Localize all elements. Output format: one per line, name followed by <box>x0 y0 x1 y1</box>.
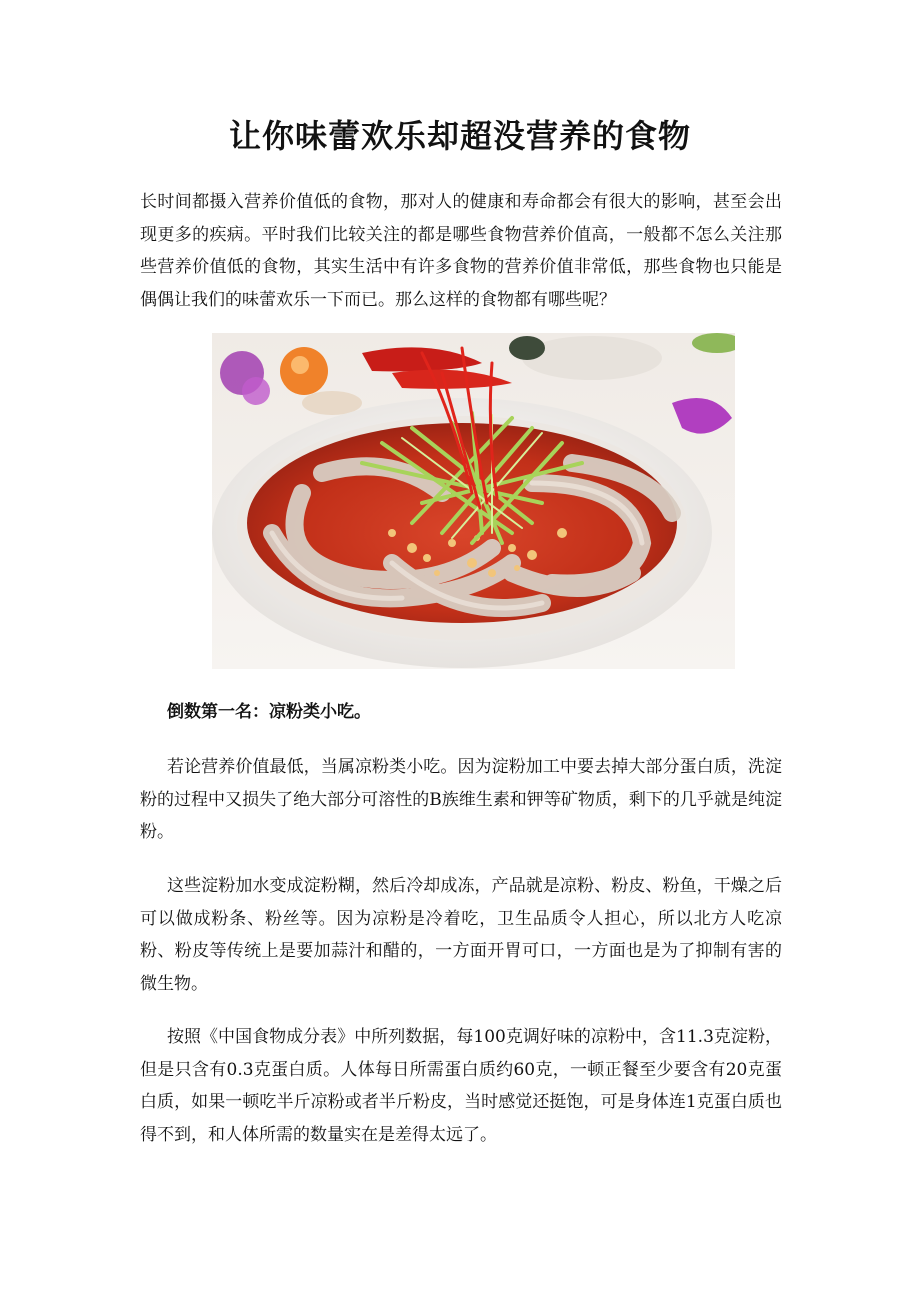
document-title: 让你味蕾欢乐却超没营养的食物 <box>228 117 691 155</box>
body-paragraph-3: 按照《中国食物成分表》中所列数据，每100克调好味的凉粉中，含11.3克淀粉，但是只含有0.3克蛋白质。人体每日所需蛋白质约60克，一顿正餐至少要含有20克蛋白质，如果一顿吃半斤凉粉或者半斤粉皮，当时感觉还挺饱，可是身体连1克蛋白质也得不到，和人体所需的数量实在是差得太远了。 <box>140 1027 782 1145</box>
intro-paragraph: 长时间都摄入营养价值低的食物，那对人的健康和寿命都会有很大的影响，甚至会出现更多的疾病。平时我们比较关注的都是哪些食物营养价值高，一般都不怎么关注那些营养价值低的食物，其实生活中有许多食物的营养价值非常低，那些食物也只能是偶偶让我们的味蕾欢乐一下而已。那么这样的食物都有哪些呢？ <box>140 192 782 310</box>
section-heading: 倒数第一名：凉粉类小吃。 <box>167 702 371 722</box>
body-paragraph-2: 这些淀粉加水变成淀粉糊，然后冷却成冻，产品就是凉粉、粉皮、粉鱼，干燥之后可以做成粉条、粉丝等。因为凉粉是冷着吃，卫生品质令人担心，所以北方人吃凉粉、粉皮等传统上是要加蒜汁和醋的，一方面开胃可口，一方面也是为了抑制有害的微生物。 <box>140 876 782 994</box>
body-paragraph-1: 若论营养价值最低，当属凉粉类小吃。因为淀粉加工中要去掉大部分蛋白质，洗淀粉的过程中又损失了绝大部分可溶性的B族维生素和钾等矿物质，剩下的几乎就是纯淀粉。 <box>140 757 782 842</box>
food-photo <box>212 333 735 669</box>
